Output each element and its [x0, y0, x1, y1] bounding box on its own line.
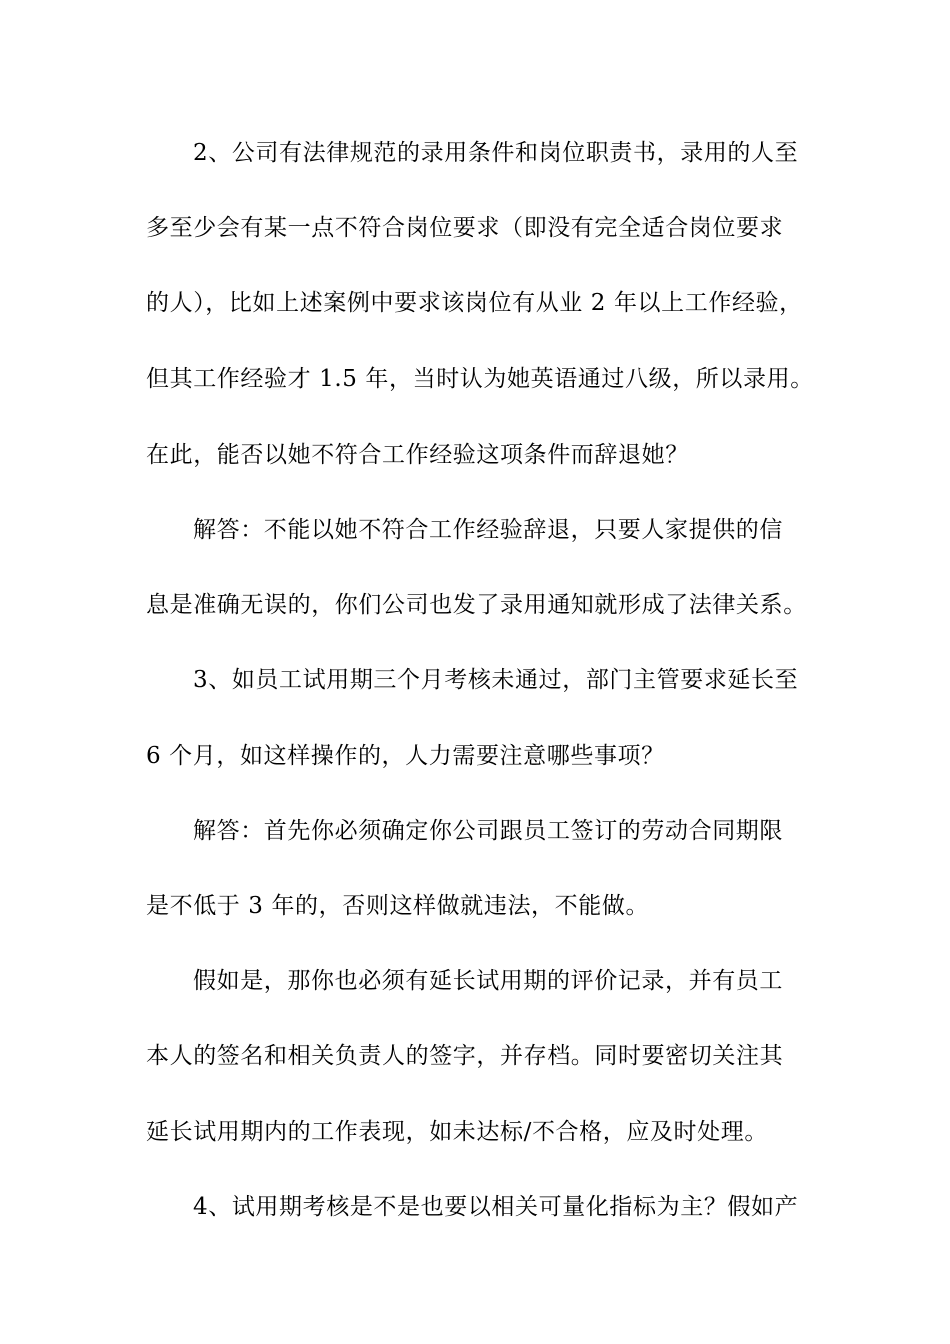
text-line: 解答：首先你必须确定你公司跟员工签订的劳动合同期限 [193, 818, 783, 844]
text-line: 但其工作经验才 1.5 年，当时认为她英语通过八级，所以录用。 [146, 366, 814, 392]
text-line: 息是准确无误的，你们公司也发了录用通知就形成了法律关系。 [146, 592, 807, 618]
text-line: 的人），比如上述案例中要求该岗位有从业 2 年以上工作经验， [146, 290, 803, 316]
text-line: 3、如员工试用期三个月考核未通过，部门主管要求延长至 [193, 667, 799, 693]
text-line: 解答：不能以她不符合工作经验辞退，只要人家提供的信 [193, 517, 783, 543]
text-line: 是不低于 3 年的，否则这样做就违法，不能做。 [146, 893, 650, 919]
text-line: 多至少会有某一点不符合岗位要求（即没有完全适合岗位要求 [146, 215, 784, 241]
text-line: 在此，能否以她不符合工作经验这项条件而辞退她？ [146, 442, 689, 468]
text-line: 6 个月，如这样操作的，人力需要注意哪些事项？ [146, 743, 665, 769]
text-line: 假如是，那你也必须有延长试用期的评价记录，并有员工 [193, 968, 783, 994]
text-line: 延长试用期内的工作表现，如未达标/不合格，应及时处理。 [146, 1119, 768, 1145]
text-line: 2、公司有法律规范的录用条件和岗位职责书，录用的人至 [193, 140, 799, 166]
text-line: 4、试用期考核是不是也要以相关可量化指标为主？假如产 [193, 1194, 799, 1220]
text-line: 本人的签名和相关负责人的签字，并存档。同时要密切关注其 [146, 1043, 784, 1069]
